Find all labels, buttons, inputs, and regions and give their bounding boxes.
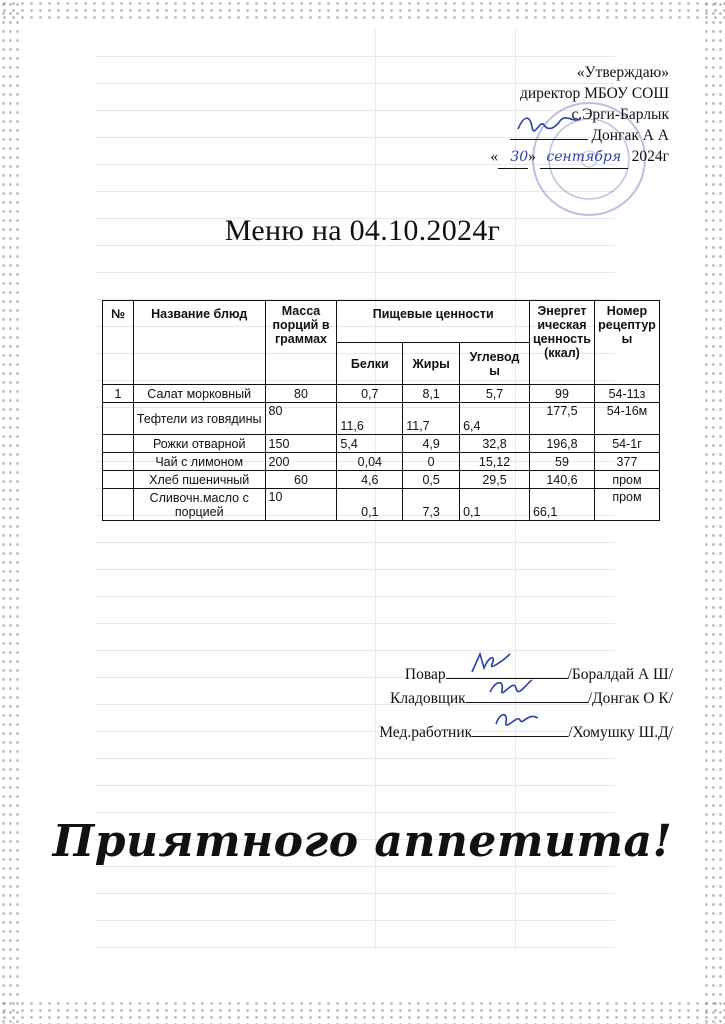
cell-energy: 59 (529, 453, 594, 471)
page-title: Меню на 04.10.2024г (224, 214, 501, 247)
perforated-border-bottom (0, 1000, 725, 1024)
medic-signature-row (379, 722, 673, 742)
table-row (103, 471, 660, 489)
table-row (103, 403, 660, 435)
cell-recipe: 54-1г (594, 435, 659, 453)
cell-energy: 177,5 (529, 403, 594, 435)
storekeeper-signature (466, 688, 588, 703)
cell-protein: 4,6 (337, 471, 403, 489)
cell-carbs: 6,4 (460, 403, 530, 435)
signature-icon (486, 674, 536, 698)
menu-table (102, 300, 660, 521)
medic-signature (472, 722, 568, 737)
perforated-border-right (703, 0, 725, 1024)
cook-signature-row (405, 664, 673, 684)
header-carbs: Углевод ы (460, 343, 530, 385)
cell-recipe: 377 (594, 453, 659, 471)
date-quote-open: « (490, 148, 499, 165)
cell-num (103, 403, 134, 435)
cell-protein: 0,04 (337, 453, 403, 471)
cell-num (103, 435, 134, 453)
header-recipe: Номер рецептур ы (594, 301, 659, 385)
date-quote-close: » (528, 148, 536, 165)
header-num: № (103, 301, 134, 385)
date-day: 30 (498, 147, 528, 169)
cell-fat: 8,1 (403, 385, 460, 403)
closing-wish: Приятного аппетита! (52, 816, 673, 867)
signature-icon (514, 113, 584, 135)
approval-date (490, 146, 669, 169)
table-row (103, 489, 660, 521)
director-signature-row (490, 125, 669, 146)
cell-recipe: пром (594, 489, 659, 521)
header-energy: Энергет ическая ценность (ккал) (529, 301, 594, 385)
medic-name: /Хомушку Ш.Д/ (568, 724, 673, 741)
director-name: Донгак А А (591, 127, 669, 144)
cell-fat: 0 (403, 453, 460, 471)
header-nutrition: Пищевые ценности (337, 301, 530, 343)
cell-protein: 5,4 (337, 435, 403, 453)
storekeeper-label: Кладовщик (390, 690, 466, 707)
cell-num (103, 453, 134, 471)
date-year: 2024г (631, 148, 669, 165)
table-row (103, 453, 660, 471)
cell-recipe: 54-16м (594, 403, 659, 435)
cell-carbs: 15,12 (460, 453, 530, 471)
signature-icon (492, 708, 542, 732)
cell-energy: 99 (529, 385, 594, 403)
cell-carbs: 0,1 (460, 489, 530, 521)
cell-recipe: пром (594, 471, 659, 489)
cell-energy: 140,6 (529, 471, 594, 489)
approval-position: директор МБОУ СОШ (520, 85, 669, 102)
header-mass: Масса порций в граммах (265, 301, 337, 385)
cell-dish: Тефтели из говядины (133, 403, 265, 435)
header-fat: Жиры (403, 343, 460, 385)
cell-mass: 150 (265, 435, 337, 453)
table-row (103, 385, 660, 403)
cell-dish: Сливочн.масло с порцией (133, 489, 265, 521)
cell-carbs: 5,7 (460, 385, 530, 403)
cell-num (103, 489, 134, 521)
table-row (103, 435, 660, 453)
cell-fat: 4,9 (403, 435, 460, 453)
cell-protein: 0,7 (337, 385, 403, 403)
signature-icon (466, 650, 516, 676)
medic-label: Мед.работник (379, 724, 473, 741)
cell-dish: Чай с лимоном (133, 453, 265, 471)
cell-protein: 11,6 (337, 403, 403, 435)
cell-dish: Рожки отварной (133, 435, 265, 453)
cell-fat: 7,3 (403, 489, 460, 521)
cell-protein: 0,1 (337, 489, 403, 521)
cell-carbs: 29,5 (460, 471, 530, 489)
cell-energy: 66,1 (529, 489, 594, 521)
cell-fat: 0,5 (403, 471, 460, 489)
cook-label: Повар (404, 666, 446, 683)
approval-village: с.Эрги-Барлык (571, 106, 669, 123)
cell-energy: 196,8 (529, 435, 594, 453)
director-signature (510, 125, 588, 140)
cook-name: /Боралдай А Ш/ (567, 666, 673, 683)
cell-mass: 200 (265, 453, 337, 471)
cell-mass: 80 (265, 385, 337, 403)
cell-mass: 80 (265, 403, 337, 435)
approval-block (490, 62, 669, 169)
storekeeper-signature-row (390, 688, 673, 708)
approval-heading: «Утверждаю» (576, 64, 669, 81)
perforated-border-left (0, 0, 22, 1024)
cell-recipe: 54-11з (594, 385, 659, 403)
cell-mass: 60 (265, 471, 337, 489)
header-protein: Белки (337, 343, 403, 385)
cell-num (103, 471, 134, 489)
cell-num: 1 (103, 385, 134, 403)
cell-dish: Салат морковный (133, 385, 265, 403)
cell-fat: 11,7 (403, 403, 460, 435)
perforated-border-top (0, 0, 725, 22)
cell-carbs: 32,8 (460, 435, 530, 453)
header-dish: Название блюд (133, 301, 265, 385)
storekeeper-name: /Донгак О К/ (587, 690, 673, 707)
cell-mass: 10 (265, 489, 337, 521)
date-month: сентября (540, 147, 628, 169)
cell-dish: Хлеб пшеничный (133, 471, 265, 489)
